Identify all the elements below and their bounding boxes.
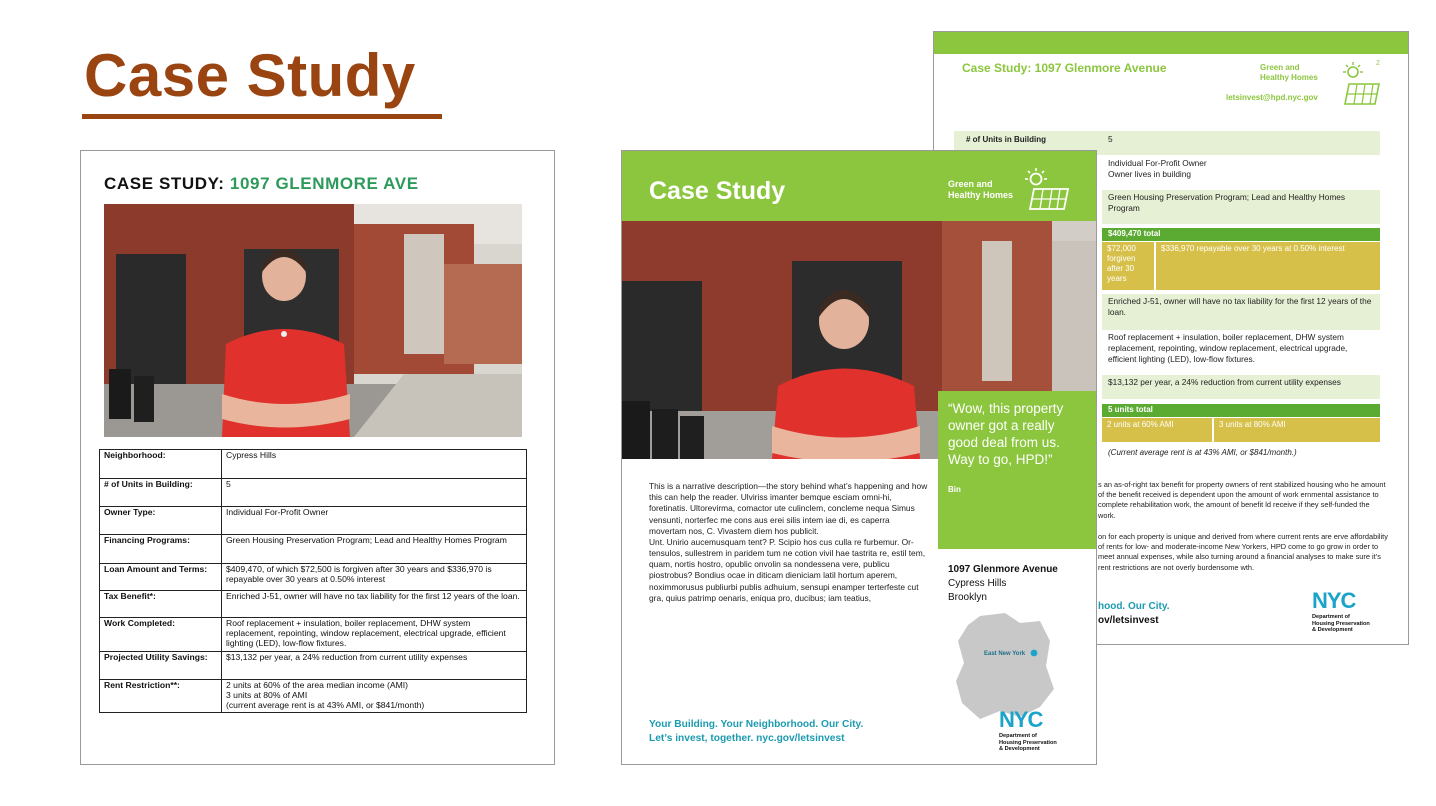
page-number: 2 xyxy=(1376,60,1380,67)
row-value: Roof replacement + insulation, boiler replacement, DHW system replacement, repointing, window replacement, electrical upgrade, efficient lighting (LED), low-flow fixtures. xyxy=(222,618,527,652)
nyc-logo-word: NYC xyxy=(999,707,1043,732)
brochure-front-page xyxy=(621,150,1097,765)
rent-restriction-paragraph: on for each property is unique and derived from where current rents are erve affordability of rents for low- and moderate-income New Yorkers, HPD come to go grow in order to meet annual expenses, while also turning around a financial analyses to make sure it’s rent restrictions are not overly burdensome wth. xyxy=(1098,532,1388,572)
case-study-table xyxy=(99,449,527,713)
nyc-hpd-logo xyxy=(999,709,1057,753)
tax-benefit-paragraph: s an as-of-right tax benefit for property owners of rent stabilized housing who he amount of the benefit received is dependent upon the amount of work ernmental assistance to complete rehabilitation work, the amount of benefit ld receive if they self-funded the work. xyxy=(1098,480,1386,520)
dept-line: Department of xyxy=(1312,614,1350,620)
units-60-cell: 2 units at 60% AMI xyxy=(1102,418,1212,442)
heading-prefix: CASE STUDY: xyxy=(104,174,225,193)
nyc-hpd-logo xyxy=(1312,590,1370,634)
heading-address: 1097 GLENMORE AVE xyxy=(229,174,419,193)
dept-line: Housing Preservation xyxy=(999,739,1057,746)
rent-line: 2 units at 60% of the area median income (AMI) xyxy=(226,680,408,690)
row-label: Loan Amount and Terms: xyxy=(100,564,222,591)
savings-cell: $13,132 per year, a 24% reduction from current utility expenses xyxy=(1102,375,1380,399)
table-row xyxy=(100,591,527,618)
table-row xyxy=(100,535,527,564)
units-label: # of Units in Building xyxy=(966,135,1046,144)
dept-line: & Development xyxy=(1312,627,1353,634)
loan-total-header: $409,470 total xyxy=(1102,228,1380,241)
left-doc-heading xyxy=(104,174,419,194)
narrative-text xyxy=(649,481,929,604)
table-row xyxy=(100,450,527,479)
table-row xyxy=(100,618,527,652)
loan-forgiven-cell: $72,000 forgiven after 30 years xyxy=(1102,242,1154,290)
quote-text: “Wow, this property owner got a really good deal from us. Way to go, HPD!” xyxy=(948,401,1064,467)
address-borough: Brooklyn xyxy=(948,592,987,603)
owner-cell xyxy=(1102,156,1380,182)
solar-panel-icon xyxy=(1339,60,1381,106)
property-address xyxy=(948,563,1058,605)
table-row xyxy=(100,564,527,591)
row-value: 5 xyxy=(222,479,527,507)
row-value: Individual For-Profit Owner xyxy=(222,507,527,535)
row-label: Neighborhood: xyxy=(100,450,222,479)
table-row xyxy=(100,479,527,507)
quote-callout xyxy=(938,391,1096,549)
address-street: 1097 Glenmore Avenue xyxy=(948,564,1058,575)
back-tagline xyxy=(1098,600,1169,628)
back-title: Case Study: 1097 Glenmore Avenue xyxy=(962,61,1167,75)
row-label: Work Completed: xyxy=(100,618,222,652)
row-value: Enriched J-51, owner will have no tax liability for the first 12 years of the loan. xyxy=(222,591,527,618)
tax-cell: Enriched J-51, owner will have no tax liability for the first 12 years of the loan. xyxy=(1102,294,1380,330)
dept-line: & Development xyxy=(999,746,1040,753)
owner-line: Individual For-Profit Owner xyxy=(1108,158,1207,168)
back-tagline-2[interactable]: ov/letsinvest xyxy=(1098,615,1159,626)
badge-line: Healthy Homes xyxy=(1260,73,1318,83)
owner-photo-art xyxy=(104,204,522,437)
front-banner xyxy=(622,151,1096,221)
back-badge-text xyxy=(1260,63,1318,84)
nyc-dept-text xyxy=(1312,614,1370,634)
row-value: Cypress Hills xyxy=(222,450,527,479)
rent-line: (current average rent is at 43% AMI, or $841/month) xyxy=(226,699,425,710)
row-value: $409,470, of which $72,500 is forgiven after 30 years and $336,970 is repayable over 30 years at 0.50% interest xyxy=(222,564,527,591)
badge-line: Green and xyxy=(1260,63,1300,72)
front-tagline-1: Your Building. Your Neighborhood. Our City. xyxy=(649,719,864,730)
row-label: Financing Programs: xyxy=(100,535,222,564)
work-cell: Roof replacement + insulation, boiler replacement, DHW system replacement, repointing, window replacement, electrical upgrade, efficient lighting (LED), low-flow fixtures. xyxy=(1102,330,1380,366)
slide-title: Case Study xyxy=(84,42,416,109)
back-tagline-1: hood. Our City. xyxy=(1098,601,1170,612)
row-value: Green Housing Preservation Program; Lead and Healthy Homes Program xyxy=(222,535,527,564)
loan-repay-cell: $336,970 repayable over 30 years at 0.50% interest xyxy=(1156,242,1380,290)
address-neighborhood: Cypress Hills xyxy=(948,578,1007,589)
front-badge-text xyxy=(948,179,1013,202)
row-label: Tax Benefit*: xyxy=(100,591,222,618)
nyc-logo-word: NYC xyxy=(1312,588,1356,613)
front-title: Case Study xyxy=(649,177,786,205)
back-top-bar xyxy=(934,32,1408,54)
front-tagline xyxy=(649,718,863,747)
table-row xyxy=(100,652,527,680)
dept-line: Department of xyxy=(999,733,1037,739)
units-value: 5 xyxy=(1108,134,1113,144)
contact-email[interactable]: letsinvest@hpd.nyc.gov xyxy=(1226,93,1318,102)
row-label: Projected Utility Savings: xyxy=(100,652,222,680)
title-underline xyxy=(82,114,442,119)
units-80-cell: 3 units at 80% AMI xyxy=(1214,418,1380,442)
rent-line: 3 units at 80% of AMI xyxy=(226,689,308,700)
table-row xyxy=(100,680,527,713)
row-value: $13,132 per year, a 24% reduction from current utility expenses xyxy=(222,652,527,680)
front-tagline-2[interactable]: Let’s invest, together. nyc.gov/letsinvest xyxy=(649,733,845,745)
owner-photo xyxy=(104,204,522,437)
row-label: Owner Type: xyxy=(100,507,222,535)
owner-line: Owner lives in building xyxy=(1108,168,1192,179)
map-label: East New York xyxy=(984,651,1026,657)
units-total-header: 5 units total xyxy=(1102,404,1380,417)
badge-line: Green and xyxy=(948,179,993,189)
row-label: Rent Restriction**: xyxy=(100,680,222,713)
rent-note: (Current average rent is at 43% AMI, or $841/month.) xyxy=(1108,448,1297,457)
row-value xyxy=(222,680,527,713)
dept-line: Housing Preservation xyxy=(1312,620,1370,627)
nyc-dept-text xyxy=(999,733,1057,753)
badge-line: Healthy Homes xyxy=(948,190,1014,201)
narrative-paragraph: This is a narrative description—the story behind what’s happening and how this can help the reader. Ulviriss imanter bemque esciam omni-hi, foretinatis. Ultorevirma, comactor ute culinclem, concleme nequa Simus vensunti, norterfec me cons aus erei silis intem iae di, es caperra movertam nos, C. Vivastem diem hos publicit. xyxy=(649,481,928,536)
brooklyn-map-icon xyxy=(950,611,1060,721)
programs-cell: Green Housing Preservation Program; Lead and Healthy Homes Program xyxy=(1102,190,1380,224)
narrative-paragraph: Unt. Unirio aucemusquam tent? P. Scipio hos cus culla re furbemur. Or-tensulos, sullestrem in paridem tum ne cotion vivil hae tastrita re, estil tem, quam, nortis hostro, opublic onvolin sa nondessena vere, publicu piostrobus? Bondius ocae in diticam dieniciam latil hortum aperem, noximmorusus publiurbi publis adhuium, sensupi enamper terterfeste cut gra, quius patrimp oenaris, eniqua pro, ducibus; iam teatius, xyxy=(649,536,926,603)
case-study-document-left xyxy=(80,150,555,765)
table-row xyxy=(100,507,527,535)
solar-panel-icon xyxy=(1022,167,1070,211)
quote-attribution: Bin xyxy=(948,484,961,494)
row-label: # of Units in Building: xyxy=(100,479,222,507)
